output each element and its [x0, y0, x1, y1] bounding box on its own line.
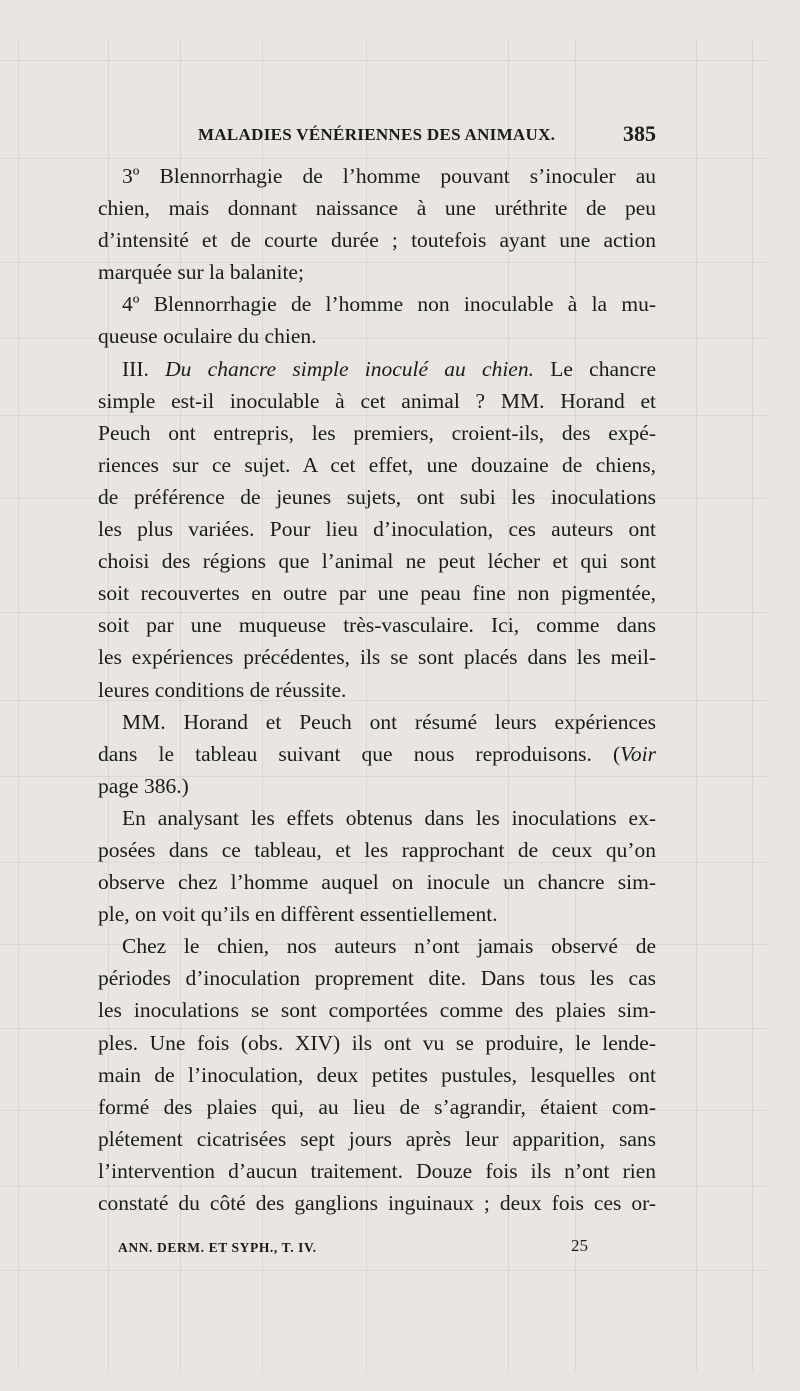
text-line	[98, 738, 656, 770]
section-numeral: III.	[122, 356, 149, 381]
section-heading-line	[98, 353, 656, 385]
page-number: 385	[623, 121, 656, 146]
signature-mark: 25	[571, 1236, 588, 1255]
text-line: observe chez l’homme auquel on inocule un chancre sim-	[98, 870, 656, 895]
text-line: soit par une muqueuse très-vasculaire. Ici, comme dans	[98, 613, 656, 638]
text-line: ple, on voit qu’ils en diffèrent essentiellement.	[98, 902, 498, 927]
text-line: MM. Horand et Peuch ont résumé leurs expériences	[122, 709, 656, 734]
paragraph-chez-le-chien	[98, 930, 656, 1219]
running-title: MALADIES VÉNÉRIENNES DES ANIMAUX.	[198, 125, 556, 144]
italic-voir: Voir	[620, 741, 656, 766]
text-line: main de l’inoculation, deux petites pustules, lesquelles ont	[98, 1062, 656, 1087]
section-chancre-simple	[98, 353, 656, 706]
text-line: chien, mais donnant naissance à une uréthrite de peu	[98, 196, 656, 221]
section-heading: Du chancre simple inoculé au chien.	[165, 356, 534, 381]
text-fragment: dans le tableau suivant que nous reproduisons. (	[98, 741, 621, 766]
text-line: riences sur ce sujet. A cet effet, une douzaine de chiens,	[98, 452, 656, 477]
text-line: les expériences précédentes, ils se sont placés dans les meil-	[98, 645, 656, 670]
text-line: posées dans ce tableau, et les rapprochant de ceux qu’on	[98, 837, 656, 862]
text-line: 3º Blennorrhagie de l’homme pouvant s’inoculer au	[122, 164, 656, 188]
text-line: En analysant les effets obtenus dans les inoculations ex-	[122, 805, 656, 830]
text-line: de préférence de jeunes sujets, ont subi les inoculations	[98, 484, 656, 509]
text-line: Peuch ont entrepris, les premiers, croient-ils, des expé-	[98, 420, 656, 445]
text-line: les plus variées. Pour lieu d’inoculation, ces auteurs ont	[98, 517, 656, 542]
text-line: l’intervention d’aucun traitement. Douze fois ils n’ont rien	[98, 1158, 656, 1183]
text-line: marquée sur la balanite;	[98, 260, 304, 285]
text-line: simple est-il inoculable à cet animal ? MM. Horand et	[98, 388, 656, 413]
text-line: choisi des régions que l’animal ne peut lécher et qui sont	[98, 549, 656, 574]
page-footer	[118, 1236, 588, 1260]
text-line: soit recouvertes en outre par une peau fine non pigmentée,	[98, 581, 656, 606]
text-line: d’intensité et de courte durée ; toutefois ayant une action	[98, 228, 656, 253]
text-line: page 386.)	[98, 773, 189, 798]
text-fragment: Le chancre	[533, 356, 657, 381]
page-header	[98, 121, 658, 151]
paragraph-blennorrhagie-4	[98, 288, 656, 352]
text-line: leures conditions de réussite.	[98, 677, 347, 702]
text-line: périodes d’inoculation proprement dite. Dans tous les cas	[98, 966, 656, 991]
body-text	[98, 160, 656, 1219]
paragraph-tableau	[98, 706, 656, 802]
text-line: constaté du côté des ganglions inguinaux ; deux fois ces or-	[98, 1191, 656, 1215]
text-line: les inoculations se sont comportées comme des plaies sim-	[98, 998, 656, 1023]
paragraph-blennorrhagie-3	[98, 160, 656, 288]
journal-reference: ANN. DERM. ET SYPH., T. IV.	[118, 1240, 317, 1255]
text-line: formé des plaies qui, au lieu de s’agrandir, étaient com-	[98, 1094, 656, 1119]
text-line: Chez le chien, nos auteurs n’ont jamais observé de	[122, 934, 656, 959]
text-line: queuse oculaire du chien.	[98, 324, 317, 349]
paragraph-analyse	[98, 802, 656, 930]
text-line: plétement cicatrisées sept jours après leur apparition, sans	[98, 1126, 656, 1151]
text-line: ples. Une fois (obs. XIV) ils ont vu se produire, le lende-	[98, 1030, 656, 1055]
text-line: 4º Blennorrhagie de l’homme non inoculable à la mu-	[122, 292, 656, 317]
